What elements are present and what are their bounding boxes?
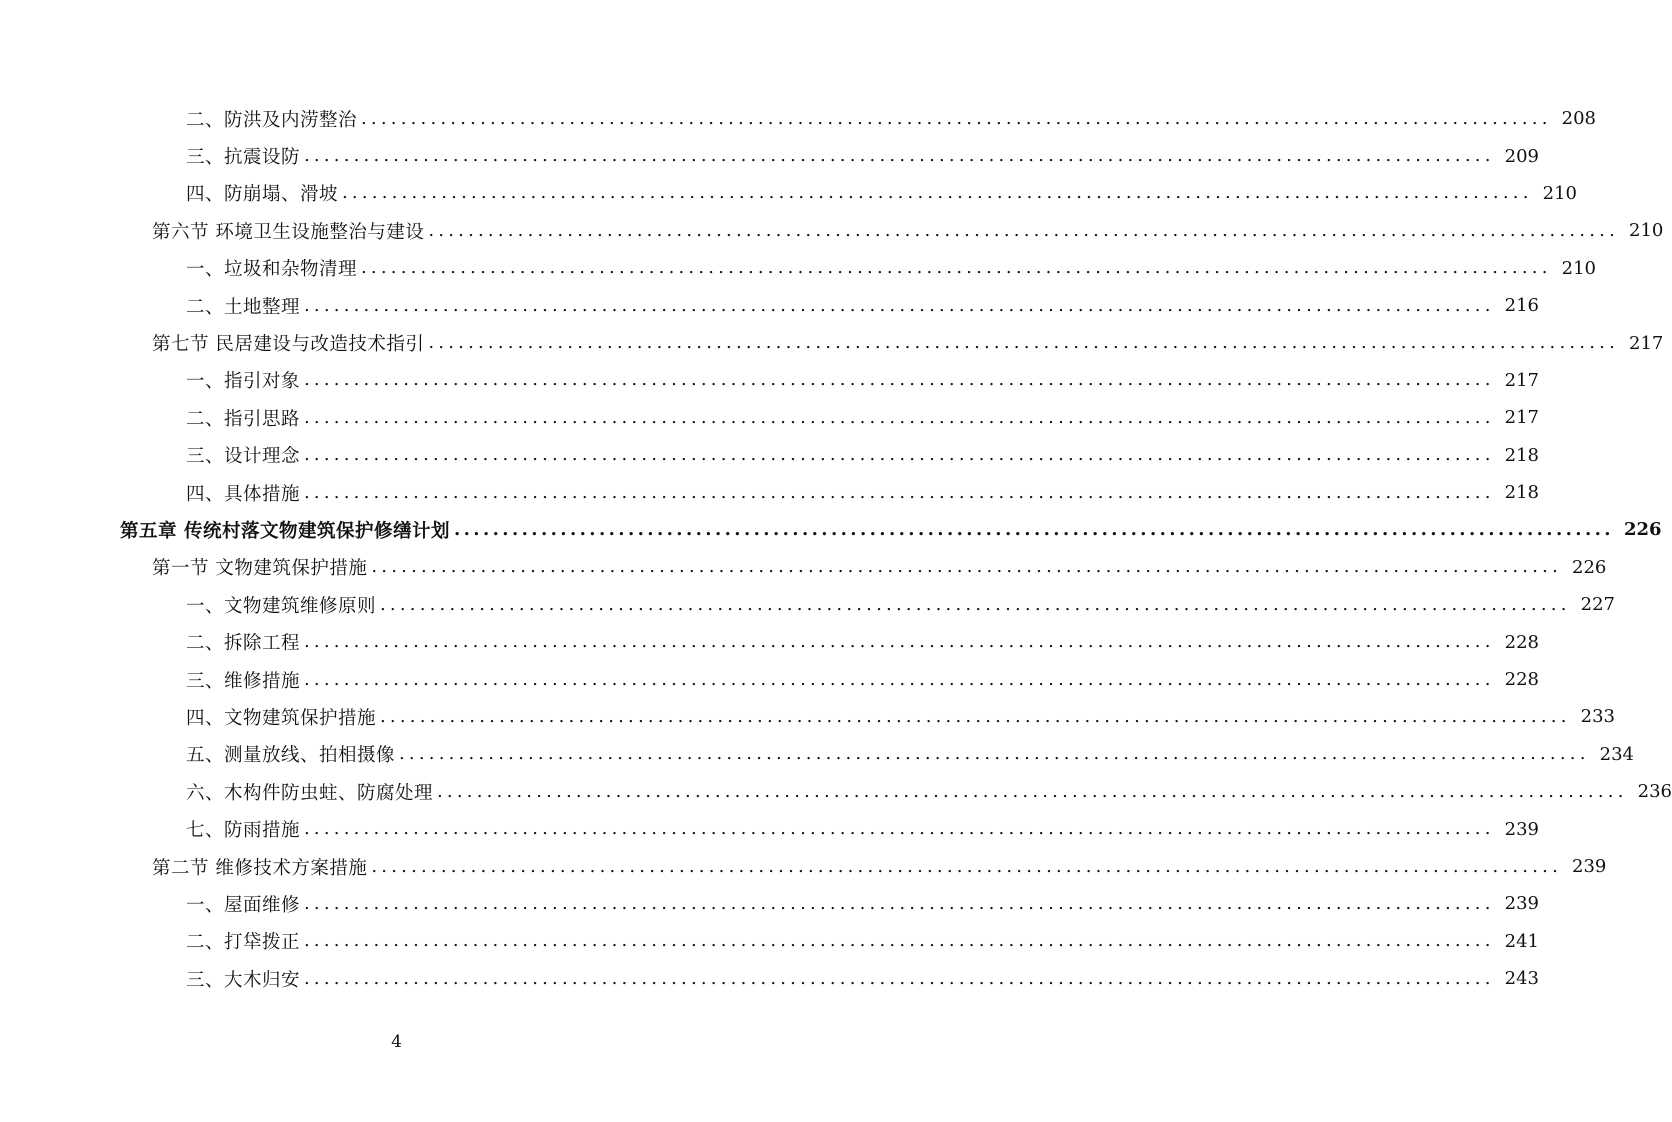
toc-section-entry[interactable] xyxy=(0,212,1664,249)
toc-entry-title: 五、测量放线、拍相摄像 xyxy=(186,745,396,767)
toc-subsection-entry[interactable] xyxy=(0,287,1539,324)
toc-dot-leader: ........................................................................................................................ xyxy=(304,930,1495,952)
toc-subsection-entry[interactable] xyxy=(0,773,1672,810)
toc-entry-page: 226 xyxy=(1623,519,1662,541)
toc-subsection-entry[interactable] xyxy=(0,810,1539,847)
toc-subsection-entry[interactable] xyxy=(0,137,1539,174)
toc-subsection-entry[interactable] xyxy=(0,698,1615,735)
toc-dot-leader: ........................................................................................................................ xyxy=(304,294,1495,316)
toc-entry-page: 216 xyxy=(1504,295,1539,317)
toc-entry-title: 三、设计理念 xyxy=(186,446,301,468)
toc-entry-title: 一、文物建筑维修原则 xyxy=(186,595,377,617)
toc-entry-title: 四、防崩塌、滑坡 xyxy=(186,184,339,206)
toc-subsection-entry[interactable] xyxy=(0,586,1615,623)
toc-entry-page: 218 xyxy=(1504,482,1539,504)
toc-dot-leader: ........................................................................................................................ xyxy=(371,556,1562,578)
toc-section-entry[interactable] xyxy=(0,549,1607,586)
toc-entry-title: 第五章 传统村落文物建筑保护修缮计划 xyxy=(120,520,450,542)
toc-subsection-entry[interactable] xyxy=(0,175,1577,212)
toc-entry-page: 239 xyxy=(1504,818,1539,840)
toc-entry-page: 208 xyxy=(1561,108,1596,130)
toc-entry-title: 三、维修措施 xyxy=(186,670,301,692)
toc-entry-page: 239 xyxy=(1504,893,1539,915)
toc-entry-page: 210 xyxy=(1561,257,1596,279)
toc-entry-title: 二、指引思路 xyxy=(186,408,301,430)
toc-dot-leader: ........................................................................................................................ xyxy=(453,518,1614,540)
page-number: 4 xyxy=(391,1032,402,1052)
toc-entry-page: 243 xyxy=(1504,968,1539,990)
toc-dot-leader: ........................................................................................................................ xyxy=(399,743,1590,765)
toc-dot-leader: ........................................................................................................................ xyxy=(304,444,1495,466)
toc-entry-page: 226 xyxy=(1572,556,1607,578)
toc-entry-page: 217 xyxy=(1629,332,1664,354)
toc-dot-leader: ........................................................................................................................ xyxy=(304,481,1495,503)
toc-entry-title: 一、屋面维修 xyxy=(186,894,301,916)
toc-dot-leader: ........................................................................................................................ xyxy=(304,369,1495,391)
toc-entry-page: 227 xyxy=(1580,594,1615,616)
toc-subsection-entry[interactable] xyxy=(0,399,1539,436)
toc-entry-title: 二、土地整理 xyxy=(186,296,301,318)
toc-subsection-entry[interactable] xyxy=(0,661,1539,698)
toc-subsection-entry[interactable] xyxy=(0,474,1539,511)
toc-section-entry[interactable] xyxy=(0,324,1664,361)
toc-subsection-entry[interactable] xyxy=(0,960,1539,997)
toc-entry-page: 241 xyxy=(1504,930,1539,952)
toc-entry-page: 218 xyxy=(1504,444,1539,466)
toc-dot-leader: ........................................................................................................................ xyxy=(304,818,1495,840)
toc-entry-title: 二、打牮拨正 xyxy=(186,932,301,954)
toc-subsection-entry[interactable] xyxy=(0,736,1634,773)
toc-dot-leader: ........................................................................................................................ xyxy=(371,855,1562,877)
toc-entry-page: 234 xyxy=(1599,743,1634,765)
toc-entry-page: 228 xyxy=(1504,631,1539,653)
toc-entry-page: 217 xyxy=(1504,407,1539,429)
toc-dot-leader: ........................................................................................................................ xyxy=(380,593,1571,615)
toc-entry-title: 三、大木归安 xyxy=(186,969,301,991)
toc-entry-page: 217 xyxy=(1504,369,1539,391)
toc-entry-page: 236 xyxy=(1637,781,1672,803)
toc-entry-title: 四、文物建筑保护措施 xyxy=(186,707,377,729)
toc-entry-page: 210 xyxy=(1629,220,1664,242)
toc-dot-leader: ........................................................................................................................ xyxy=(304,668,1495,690)
toc-dot-leader: ........................................................................................................................ xyxy=(304,967,1495,989)
toc-entry-title: 一、垃圾和杂物清理 xyxy=(186,259,358,281)
toc-entry-title: 一、指引对象 xyxy=(186,371,301,393)
toc-dot-leader: ........................................................................................................................ xyxy=(342,182,1533,204)
toc-entry-page: 228 xyxy=(1504,669,1539,691)
toc-entry-title: 第七节 民居建设与改造技术指引 xyxy=(152,334,425,356)
toc-entry-page: 209 xyxy=(1504,145,1539,167)
toc-subsection-entry[interactable] xyxy=(0,623,1539,660)
table-of-contents xyxy=(0,100,1672,997)
toc-subsection-entry[interactable] xyxy=(0,250,1596,287)
toc-dot-leader: ........................................................................................................................ xyxy=(361,257,1552,279)
toc-entry-title: 第二节 维修技术方案措施 xyxy=(152,857,368,879)
toc-entry-title: 二、拆除工程 xyxy=(186,633,301,655)
toc-entry-title: 六、木构件防虫蛀、防腐处理 xyxy=(186,782,434,804)
toc-dot-leader: ........................................................................................................................ xyxy=(304,631,1495,653)
toc-dot-leader: ........................................................................................................................ xyxy=(428,219,1619,241)
toc-entry-title: 三、抗震设防 xyxy=(186,147,301,169)
toc-subsection-entry[interactable] xyxy=(0,362,1539,399)
toc-subsection-entry[interactable] xyxy=(0,100,1596,137)
toc-dot-leader: ........................................................................................................................ xyxy=(380,705,1571,727)
toc-dot-leader: ........................................................................................................................ xyxy=(361,107,1552,129)
toc-entry-page: 233 xyxy=(1580,706,1615,728)
toc-dot-leader: ........................................................................................................................ xyxy=(428,332,1619,354)
toc-subsection-entry[interactable] xyxy=(0,437,1539,474)
toc-section-entry[interactable] xyxy=(0,848,1607,885)
toc-chapter-entry[interactable] xyxy=(0,511,1662,548)
toc-entry-page: 239 xyxy=(1572,856,1607,877)
toc-entry-title: 七、防雨措施 xyxy=(186,820,301,842)
toc-subsection-entry[interactable] xyxy=(0,923,1539,960)
toc-entry-title: 第六节 环境卫生设施整治与建设 xyxy=(152,221,425,243)
toc-dot-leader: ........................................................................................................................ xyxy=(437,780,1628,802)
toc-entry-page: 210 xyxy=(1542,182,1577,204)
toc-entry-title: 四、具体措施 xyxy=(186,483,301,505)
toc-entry-title: 二、防洪及内涝整治 xyxy=(186,109,358,131)
toc-dot-leader: ........................................................................................................................ xyxy=(304,892,1495,914)
toc-entry-title: 第一节 文物建筑保护措施 xyxy=(152,558,368,580)
toc-subsection-entry[interactable] xyxy=(0,885,1539,922)
toc-dot-leader: ........................................................................................................................ xyxy=(304,406,1495,428)
toc-dot-leader: ........................................................................................................................ xyxy=(304,145,1495,167)
